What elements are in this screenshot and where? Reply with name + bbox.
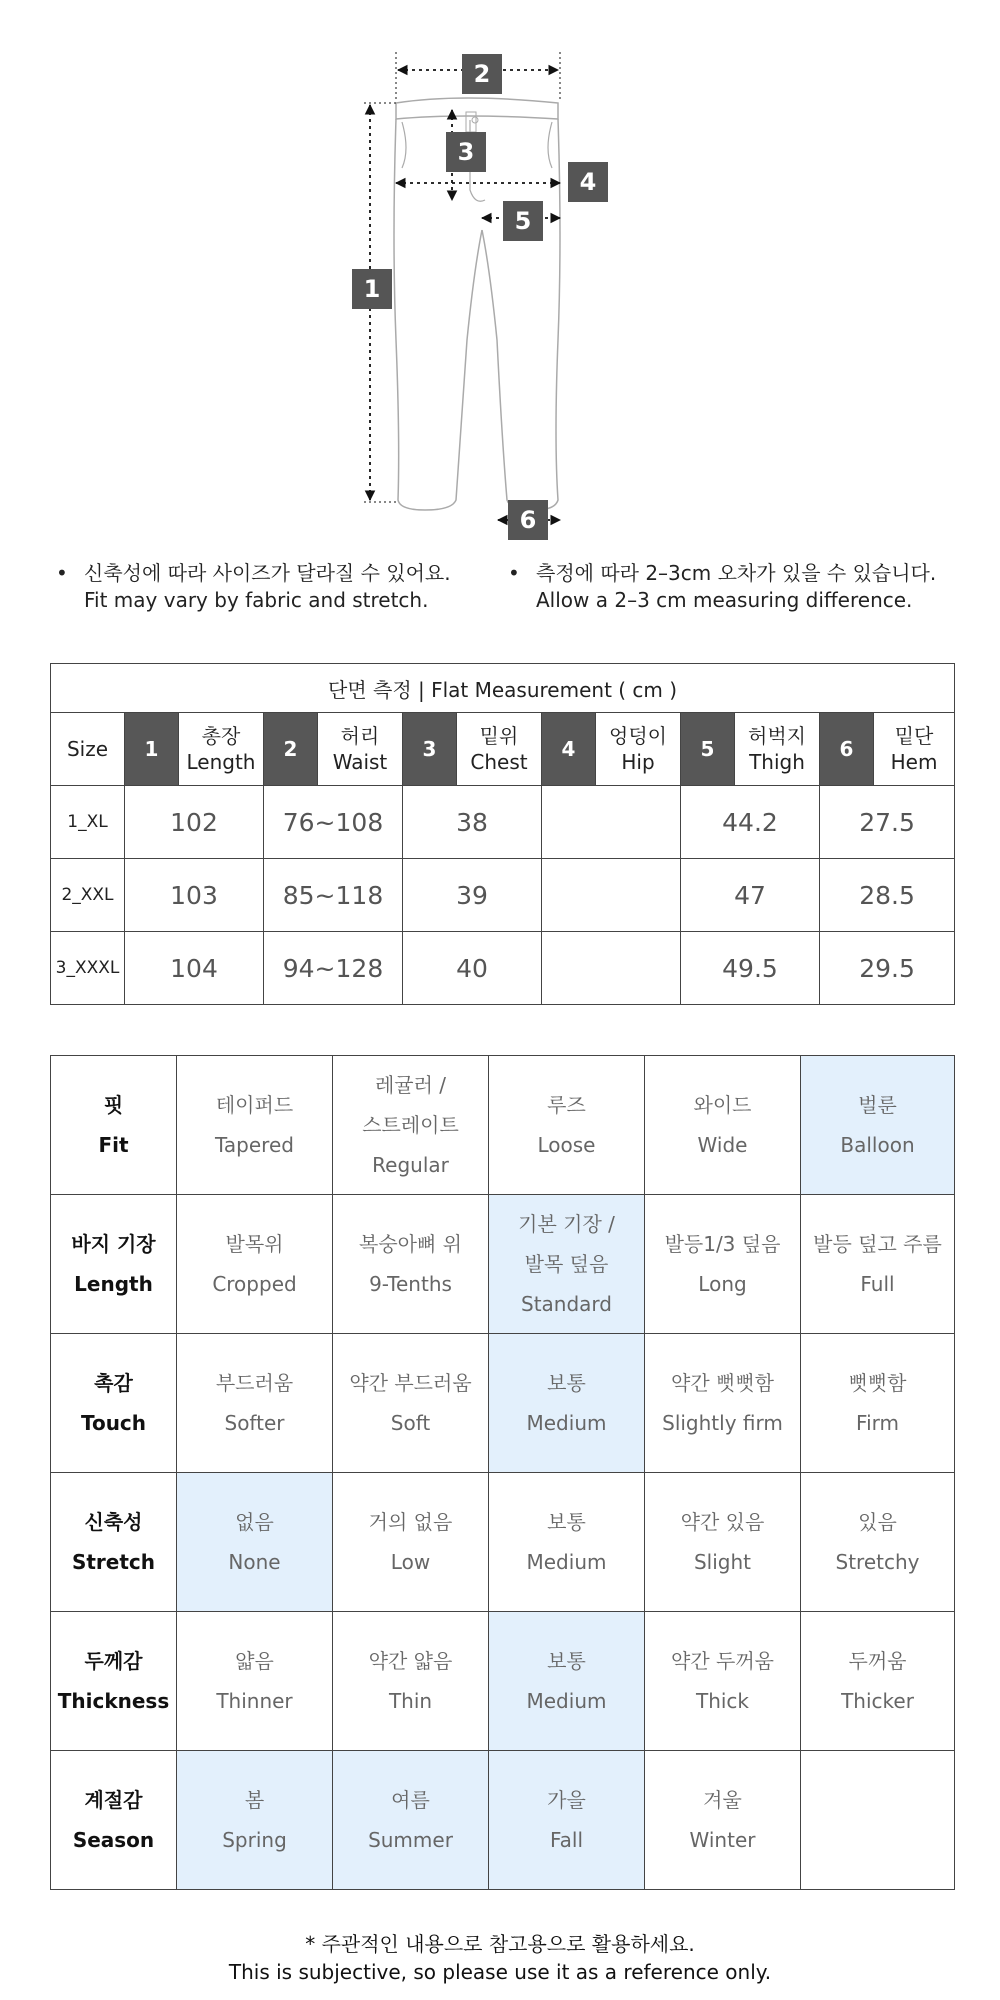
option-ko: 약간 부드러움 bbox=[349, 1371, 472, 1395]
attribute-option bbox=[645, 1334, 801, 1473]
attribute-option bbox=[333, 1612, 489, 1751]
option-ko: 발등1/3 덮음 bbox=[664, 1232, 781, 1256]
column-number: 5 bbox=[681, 713, 735, 786]
option-ko: 루즈 bbox=[547, 1093, 586, 1117]
note-en: Fit may vary by fabric and stretch. bbox=[84, 588, 429, 612]
option-en: Tapered bbox=[215, 1133, 294, 1157]
attribute-option bbox=[645, 1056, 801, 1195]
attribute-option: 레귤러 / 스트레이트 Regular bbox=[333, 1056, 489, 1195]
value-waist: 85~118 bbox=[264, 859, 403, 932]
attribute-row bbox=[51, 1195, 955, 1334]
value-hip bbox=[542, 932, 681, 1005]
column-header-hem: 밑단 Hem bbox=[874, 713, 955, 786]
option-ko: 약간 얇음 bbox=[368, 1649, 453, 1673]
option-ko: 있음 bbox=[858, 1510, 897, 1534]
option-en: Loose bbox=[537, 1133, 596, 1157]
option-ko: 봄 bbox=[244, 1788, 265, 1812]
option-ko: 기본 기장 / 발목 덮음 bbox=[518, 1212, 615, 1276]
size-name: 2_XXL bbox=[51, 859, 125, 932]
value-waist: 76~108 bbox=[264, 786, 403, 859]
option-en: Cropped bbox=[212, 1272, 297, 1296]
attribute-option bbox=[645, 1612, 801, 1751]
option-ko: 발목위 bbox=[225, 1232, 284, 1256]
option-ko: 보통 bbox=[547, 1649, 586, 1673]
option-en: Slightly firm bbox=[662, 1411, 783, 1435]
attribute-option bbox=[645, 1751, 801, 1890]
value-hem: 27.5 bbox=[820, 786, 955, 859]
attribute-option bbox=[177, 1612, 333, 1751]
column-number: 4 bbox=[542, 713, 596, 786]
column-number: 1 bbox=[125, 713, 179, 786]
option-en: None bbox=[228, 1550, 281, 1574]
note-ko: 측정에 따라 2–3cm 오차가 있을 수 있습니다. bbox=[536, 561, 937, 585]
measure-marker-6: 6 bbox=[508, 500, 548, 540]
option-en: Soft bbox=[390, 1411, 431, 1435]
option-en: Long bbox=[698, 1272, 747, 1296]
option-ko: 가을 bbox=[547, 1788, 586, 1812]
option-en: Thicker bbox=[841, 1689, 914, 1713]
option-ko: 여름 bbox=[391, 1788, 430, 1812]
option-ko: 두꺼움 bbox=[848, 1649, 907, 1673]
table-row bbox=[51, 786, 955, 859]
option-en: Thinner bbox=[216, 1689, 293, 1713]
option-en: Winter bbox=[689, 1828, 756, 1852]
value-length: 103 bbox=[125, 859, 264, 932]
value-hem: 28.5 bbox=[820, 859, 955, 932]
option-ko: 와이드 bbox=[693, 1093, 752, 1117]
option-en: Balloon bbox=[840, 1133, 915, 1157]
value-chest: 38 bbox=[403, 786, 542, 859]
note-en: Allow a 2–3 cm measuring difference. bbox=[536, 588, 913, 612]
attribute-option bbox=[489, 1751, 645, 1890]
value-waist: 94~128 bbox=[264, 932, 403, 1005]
attribute-option bbox=[489, 1612, 645, 1751]
value-hip bbox=[542, 859, 681, 932]
attribute-option: 기본 기장 / 발목 덮음 Standard bbox=[489, 1195, 645, 1334]
option-ko: 약간 있음 bbox=[680, 1510, 765, 1534]
attribute-row bbox=[51, 1473, 955, 1612]
option-en: Summer bbox=[368, 1828, 453, 1852]
attribute-option bbox=[489, 1473, 645, 1612]
option-en: 9-Tenths bbox=[369, 1272, 452, 1296]
column-number: 3 bbox=[403, 713, 457, 786]
size-table bbox=[50, 663, 955, 1005]
option-ko: 거의 없음 bbox=[368, 1510, 453, 1534]
attribute-option bbox=[645, 1473, 801, 1612]
attribute-option bbox=[177, 1751, 333, 1890]
measure-marker-5: 5 bbox=[503, 201, 543, 241]
value-chest: 39 bbox=[403, 859, 542, 932]
pants-measurement-diagram bbox=[330, 40, 650, 550]
footer-ko: * 주관적인 내용으로 참고용으로 활용하세요. bbox=[305, 1932, 695, 1956]
column-header-waist: 허리 Waist bbox=[318, 713, 403, 786]
footer-en: This is subjective, so please use it as a reference only. bbox=[228, 1960, 772, 1984]
option-ko: 약간 두꺼움 bbox=[671, 1649, 774, 1673]
value-length: 102 bbox=[125, 786, 264, 859]
attribute-label: 두께감 Thickness bbox=[51, 1612, 177, 1751]
value-chest: 40 bbox=[403, 932, 542, 1005]
option-en: Softer bbox=[224, 1411, 285, 1435]
attribute-row bbox=[51, 1751, 955, 1890]
option-ko: 뻣뻣함 bbox=[848, 1371, 907, 1395]
attribute-label: 핏 Fit bbox=[51, 1056, 177, 1195]
attribute-row bbox=[51, 1334, 955, 1473]
note-fit-variation: • 신축성에 따라 사이즈가 달라질 수 있어요. Fit may vary by fabric and stretch. bbox=[56, 561, 451, 612]
option-en: Medium bbox=[526, 1689, 607, 1713]
attribute-row bbox=[51, 1056, 955, 1195]
option-ko: 없음 bbox=[235, 1510, 274, 1534]
note-measure-difference: • 측정에 따라 2–3cm 오차가 있을 수 있습니다. Allow a 2–3 cm measuring difference. bbox=[508, 561, 937, 612]
size-table-header bbox=[51, 713, 955, 786]
option-en: Thin bbox=[388, 1689, 433, 1713]
attribute-option bbox=[801, 1195, 955, 1334]
option-en: Slight bbox=[693, 1550, 752, 1574]
table-row bbox=[51, 932, 955, 1005]
option-en: Low bbox=[390, 1550, 431, 1574]
option-en: Fall bbox=[549, 1828, 584, 1852]
attribute-option bbox=[801, 1334, 955, 1473]
attribute-label: 계절감 Season bbox=[51, 1751, 177, 1890]
fabric-attribute-table bbox=[50, 1055, 955, 1890]
option-en: Stretchy bbox=[835, 1550, 920, 1574]
size-name: 1_XL bbox=[51, 786, 125, 859]
attribute-option bbox=[177, 1195, 333, 1334]
value-hip bbox=[542, 786, 681, 859]
option-ko: 레귤러 / 스트레이트 bbox=[362, 1073, 459, 1137]
attribute-option bbox=[333, 1195, 489, 1334]
attribute-option bbox=[645, 1195, 801, 1334]
footer-disclaimer bbox=[0, 1930, 1000, 1986]
attribute-option bbox=[177, 1056, 333, 1195]
value-hem: 29.5 bbox=[820, 932, 955, 1005]
attribute-option bbox=[801, 1612, 955, 1751]
option-en: Full bbox=[860, 1272, 895, 1296]
option-en: Firm bbox=[856, 1411, 899, 1435]
value-thigh: 44.2 bbox=[681, 786, 820, 859]
attribute-option bbox=[333, 1751, 489, 1890]
attribute-option bbox=[801, 1751, 955, 1890]
option-en: Wide bbox=[697, 1133, 748, 1157]
measurement-notes bbox=[0, 560, 1000, 620]
attribute-option bbox=[489, 1056, 645, 1195]
option-en: Spring bbox=[222, 1828, 287, 1852]
option-ko: 겨울 bbox=[703, 1788, 742, 1812]
option-ko: 복숭아뼈 위 bbox=[359, 1232, 462, 1256]
size-column-header: Size bbox=[51, 713, 125, 786]
value-thigh: 49.5 bbox=[681, 932, 820, 1005]
measure-marker-1: 1 bbox=[352, 269, 392, 309]
attribute-label: 신축성 Stretch bbox=[51, 1473, 177, 1612]
value-length: 104 bbox=[125, 932, 264, 1005]
column-header-thigh: 허벅지 Thigh bbox=[735, 713, 820, 786]
option-ko: 발등 덮고 주름 bbox=[813, 1232, 942, 1256]
attribute-label: 촉감 Touch bbox=[51, 1334, 177, 1473]
size-table-title: 단면 측정 | Flat Measurement ( cm ) bbox=[51, 664, 955, 713]
measure-marker-2: 2 bbox=[462, 54, 502, 94]
size-name: 3_XXXL bbox=[51, 932, 125, 1005]
attribute-option bbox=[801, 1473, 955, 1612]
column-number: 6 bbox=[820, 713, 874, 786]
option-ko: 벌룬 bbox=[858, 1093, 897, 1117]
option-en: Medium bbox=[526, 1550, 607, 1574]
column-header-chest: 밑위 Chest bbox=[457, 713, 542, 786]
option-en: Medium bbox=[526, 1411, 607, 1435]
value-thigh: 47 bbox=[681, 859, 820, 932]
table-row bbox=[51, 859, 955, 932]
option-ko: 부드러움 bbox=[215, 1371, 294, 1395]
measure-marker-3: 3 bbox=[446, 132, 486, 172]
option-ko: 보통 bbox=[547, 1371, 586, 1395]
attribute-option bbox=[801, 1056, 955, 1195]
option-ko: 약간 뻣뻣함 bbox=[671, 1371, 774, 1395]
option-en: Thick bbox=[695, 1689, 750, 1713]
attribute-row bbox=[51, 1612, 955, 1751]
column-header-hip: 엉덩이 Hip bbox=[596, 713, 681, 786]
column-number: 2 bbox=[264, 713, 318, 786]
attribute-option bbox=[333, 1334, 489, 1473]
attribute-option bbox=[489, 1334, 645, 1473]
option-ko: 테이퍼드 bbox=[215, 1093, 294, 1117]
attribute-option bbox=[177, 1473, 333, 1612]
attribute-option bbox=[333, 1473, 489, 1612]
option-ko: 보통 bbox=[547, 1510, 586, 1534]
note-ko: 신축성에 따라 사이즈가 달라질 수 있어요. bbox=[84, 561, 451, 585]
option-ko: 얇음 bbox=[235, 1649, 274, 1673]
attribute-option bbox=[177, 1334, 333, 1473]
attribute-label: 바지 기장 Length bbox=[51, 1195, 177, 1334]
measure-marker-4: 4 bbox=[568, 162, 608, 202]
column-header-length: 총장 Length bbox=[179, 713, 264, 786]
